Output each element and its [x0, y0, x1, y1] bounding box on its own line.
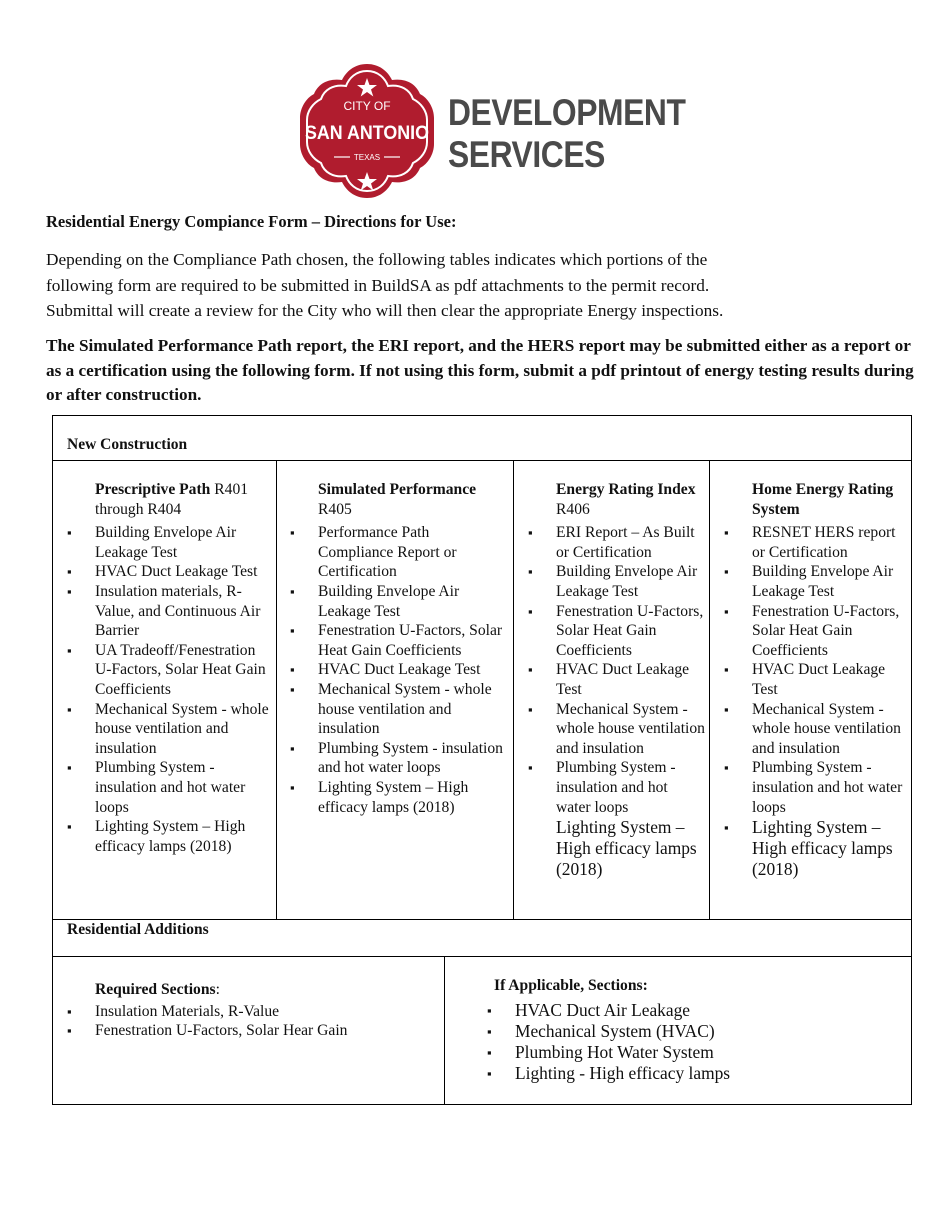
divider — [513, 460, 514, 919]
list-item: ▪ Performance Path Compliance Report or Certification — [290, 523, 508, 582]
list-item: ▪ Building Envelope Air Leakage Test — [290, 582, 508, 621]
list-item: ▪ Mechanical System - whole house ventilation and insulation — [67, 700, 272, 759]
brand-line1: DEVELOPMENT — [448, 92, 686, 133]
header-logo — [296, 60, 686, 205]
divider — [709, 460, 710, 919]
compliance-table — [52, 415, 912, 1105]
column-title: If Applicable, Sections: — [494, 977, 648, 994]
divider — [444, 956, 445, 1104]
city-seal-icon — [296, 60, 438, 202]
energy-rating-index-column — [528, 480, 706, 880]
requirement-list — [67, 1002, 439, 1041]
list-item: ▪ Building Envelope Air Leakage Test — [724, 562, 906, 601]
divider — [276, 460, 277, 919]
residential-additions-heading: Residential Additions — [67, 921, 209, 938]
list-item: ▪ Lighting System – High efficacy lamps (2018) — [724, 817, 906, 880]
page-title: Residential Energy Compiance Form – Directions for Use: — [46, 212, 457, 231]
list-item: ▪ Lighting System – High efficacy lamps (2018) — [290, 778, 508, 817]
list-item: ▪ Plumbing System - insulation and hot water loops — [528, 758, 706, 817]
divider — [53, 460, 911, 461]
intro-line: Submittal will create a review for the City who will then clear the appropriate Energy inspections. — [46, 301, 724, 320]
prescriptive-path-column — [67, 480, 272, 856]
intro-line: Depending on the Compliance Path chosen, the following tables indicates which portions of the — [46, 250, 708, 269]
requirement-list — [67, 523, 272, 856]
seal-line3: TEXAS — [353, 153, 381, 162]
list-item: ▪ Plumbing System - insulation and hot water loops — [67, 758, 272, 817]
requirement-list — [487, 1000, 907, 1084]
list-item: ▪ Building Envelope Air Leakage Test — [528, 562, 706, 601]
list-item: ▪ Plumbing System - insulation and hot water loops — [290, 739, 508, 778]
list-item: ▪ HVAC Duct Leakage Test — [528, 660, 706, 699]
intro-paragraph — [46, 247, 926, 324]
column-title: Required Sections: — [95, 981, 220, 998]
list-item: ▪ HVAC Duct Leakage Test — [67, 562, 272, 582]
list-item: ▪ Fenestration U-Factors, Solar Heat Gain Coefficients — [290, 621, 508, 660]
requirement-list — [290, 523, 508, 817]
hers-column — [724, 480, 906, 880]
list-item: ▪ Fenestration U-Factors, Solar Hear Gain — [67, 1021, 439, 1041]
divider — [53, 956, 911, 957]
required-sections — [67, 980, 439, 1041]
requirement-list — [528, 523, 706, 817]
list-item: ▪ Fenestration U-Factors, Solar Heat Gain Coefficients — [528, 602, 706, 661]
note-rest: . If not using this form, submit a pdf printout of energy testing results during or after construction. — [46, 360, 914, 404]
list-item: ▪ HVAC Duct Leakage Test — [724, 660, 906, 699]
list-item: ▪ Building Envelope Air Leakage Test — [67, 523, 272, 562]
applicable-sections — [487, 976, 907, 1084]
intro-line: following form are required to be submitted in BuildSA as pdf attachments to the permit record. — [46, 275, 710, 295]
list-item: ▪ HVAC Duct Air Leakage — [487, 1000, 907, 1021]
list-item: ▪ Mechanical System - whole house ventilation and insulation — [724, 700, 906, 759]
list-item: ▪ Mechanical System - whole house ventilation and insulation — [290, 680, 508, 739]
requirement-list — [724, 523, 906, 817]
brand-line2: SERVICES — [448, 134, 605, 175]
divider — [53, 919, 911, 920]
list-item: ▪ Plumbing Hot Water System — [487, 1042, 907, 1063]
list-item: ▪ RESNET HERS report or Certification — [724, 523, 906, 562]
list-item: ▪ Mechanical System (HVAC) — [487, 1021, 907, 1042]
list-item: ▪ Fenestration U-Factors, Solar Heat Gain Coefficients — [724, 602, 906, 661]
list-item: ▪ HVAC Duct Leakage Test — [290, 660, 508, 680]
list-item: ▪ UA Tradeoff/Fenestration U-Factors, Solar Heat Gain Coefficients — [67, 641, 272, 700]
column-title: Prescriptive Path R401 through R404 — [95, 481, 249, 518]
seal-line2: SAN ANTONIO — [305, 123, 429, 144]
requirement-list — [724, 817, 906, 880]
list-item: ▪ Lighting - High efficacy lamps — [487, 1063, 907, 1084]
column-title: Home Energy Rating System — [752, 481, 894, 518]
list-item: Lighting System – High efficacy lamps (2018) — [556, 817, 697, 880]
list-item: ▪ Insulation materials, R-Value, and Continuous Air Barrier — [67, 582, 272, 641]
brand-name — [448, 92, 685, 176]
list-item: ▪ Mechanical System - whole house ventilation and insulation — [528, 700, 706, 759]
new-construction-heading: New Construction — [67, 436, 188, 453]
list-item: ▪ Lighting System – High efficacy lamps (2018) — [67, 817, 272, 856]
column-title: Energy Rating Index R406 — [556, 481, 696, 518]
note-bold: The Simulated Performance Path report, the ERI report, and the HERS report may be submitted either as a report or as a certification using the following form — [46, 336, 911, 380]
simulated-performance-column — [290, 480, 508, 817]
list-item: ▪ ERI Report – As Built or Certification — [528, 523, 706, 562]
column-title: Simulated Performance R405 — [318, 481, 477, 518]
list-item: ▪ Insulation Materials, R-Value — [67, 1002, 439, 1022]
seal-line1: CITY OF — [343, 99, 391, 113]
submission-note — [46, 334, 926, 408]
list-item: ▪ Plumbing System - insulation and hot water loops — [724, 758, 906, 817]
